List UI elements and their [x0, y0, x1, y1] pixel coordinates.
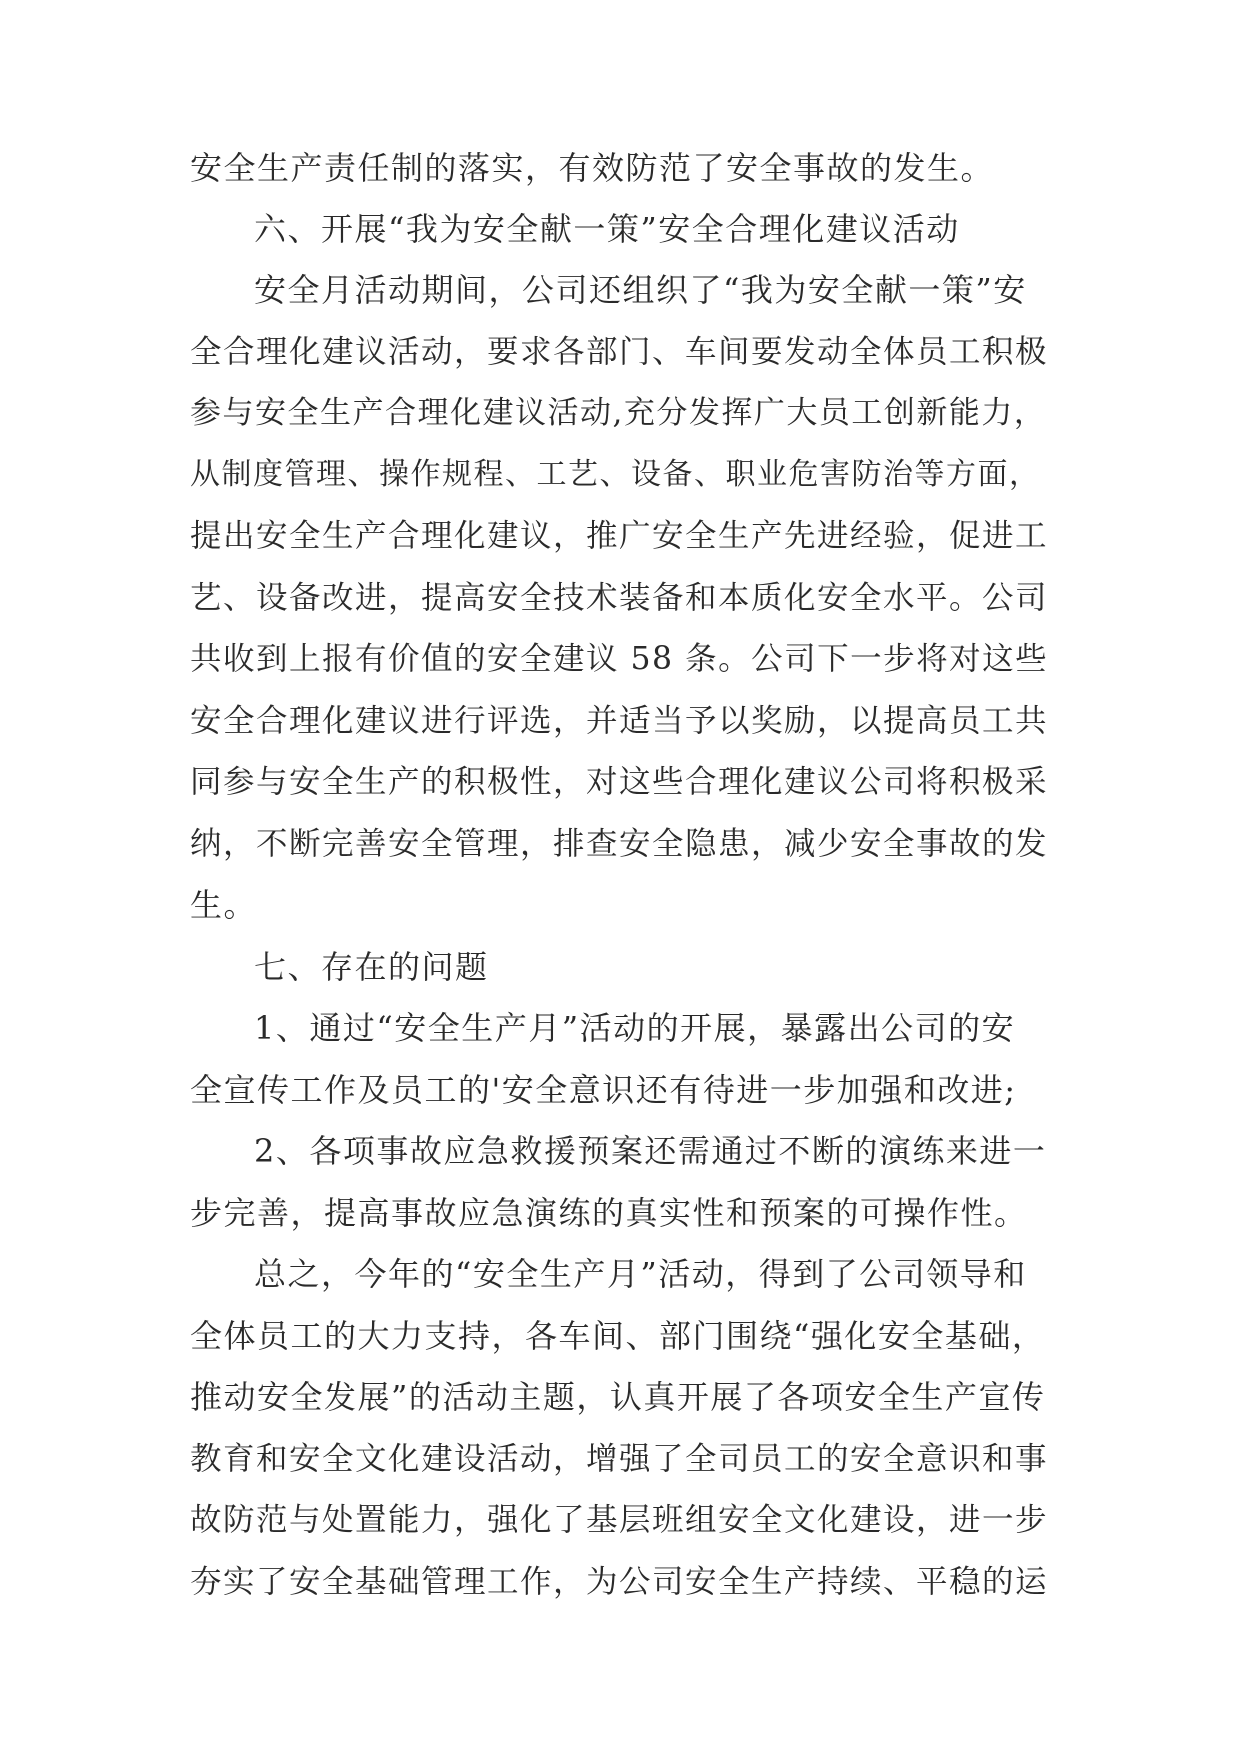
text-line: 同参与安全生产的积极性，对这些合理化建议公司将积极采: [190, 764, 1049, 800]
text-line: 艺、设备改进，提高安全技术装备和本质化安全水平。公司: [190, 580, 1049, 616]
text-line: 全体员工的大力支持，各车间、部门围绕“强化安全基础，: [190, 1317, 1046, 1355]
text-line: 步完善，提高事故应急演练的真实性和预案的可操作性。: [190, 1194, 1028, 1232]
text-line: 1、通过“安全生产月”活动的开展，暴露出公司的安: [254, 1009, 1016, 1047]
text-line: 总之，今年的“安全生产月”活动，得到了公司领导和: [254, 1255, 1027, 1293]
text-line: 安全生产责任制的落实，有效防范了安全事故的发生。: [190, 149, 995, 187]
text-line: 共收到上报有价值的安全建议 58 条。公司下一步将对这些: [190, 641, 1049, 677]
text-line: 2、各项事故应急救援预案还需通过不断的演练来进一: [254, 1132, 1047, 1170]
section-heading-7: 七、存在的问题: [254, 948, 489, 986]
text-line: 全合理化建议活动，要求各部门、车间要发动全体员工积极: [190, 334, 1049, 370]
text-line: 安全合理化建议进行评选，并适当予以奖励，以提高员工共: [190, 703, 1049, 739]
text-line: 夯实了安全基础管理工作，为公司安全生产持续、平稳的运: [190, 1564, 1049, 1600]
section-heading-6: 六、开展“我为安全献一策”安全合理化建议活动: [254, 210, 960, 248]
text-line: 纳，不断完善安全管理，排查安全隐患，减少安全事故的发: [190, 826, 1049, 862]
text-line: 教育和安全文化建设活动，增强了全司员工的安全意识和事: [190, 1441, 1049, 1477]
text-line: 从制度管理、操作规程、工艺、设备、职业危害防治等方面，: [190, 457, 1041, 492]
text-line: 参与安全生产合理化建议活动,充分发挥广大员工创新能力，: [190, 395, 1047, 431]
text-line: 提出安全生产合理化建议，推广安全生产先进经验，促进工: [190, 518, 1049, 554]
text-line: 全宣传工作及员工的'安全意识还有待进一步加强和改进;: [190, 1071, 1017, 1109]
text-line: 安全月活动期间，公司还组织了“我为安全献一策”安: [254, 271, 1027, 309]
text-line: 故防范与处置能力，强化了基层班组安全文化建设，进一步: [190, 1502, 1049, 1538]
text-line: 生。: [190, 886, 258, 924]
text-line: 推动安全发展”的活动主题，认真开展了各项安全生产宣传: [190, 1378, 1046, 1416]
